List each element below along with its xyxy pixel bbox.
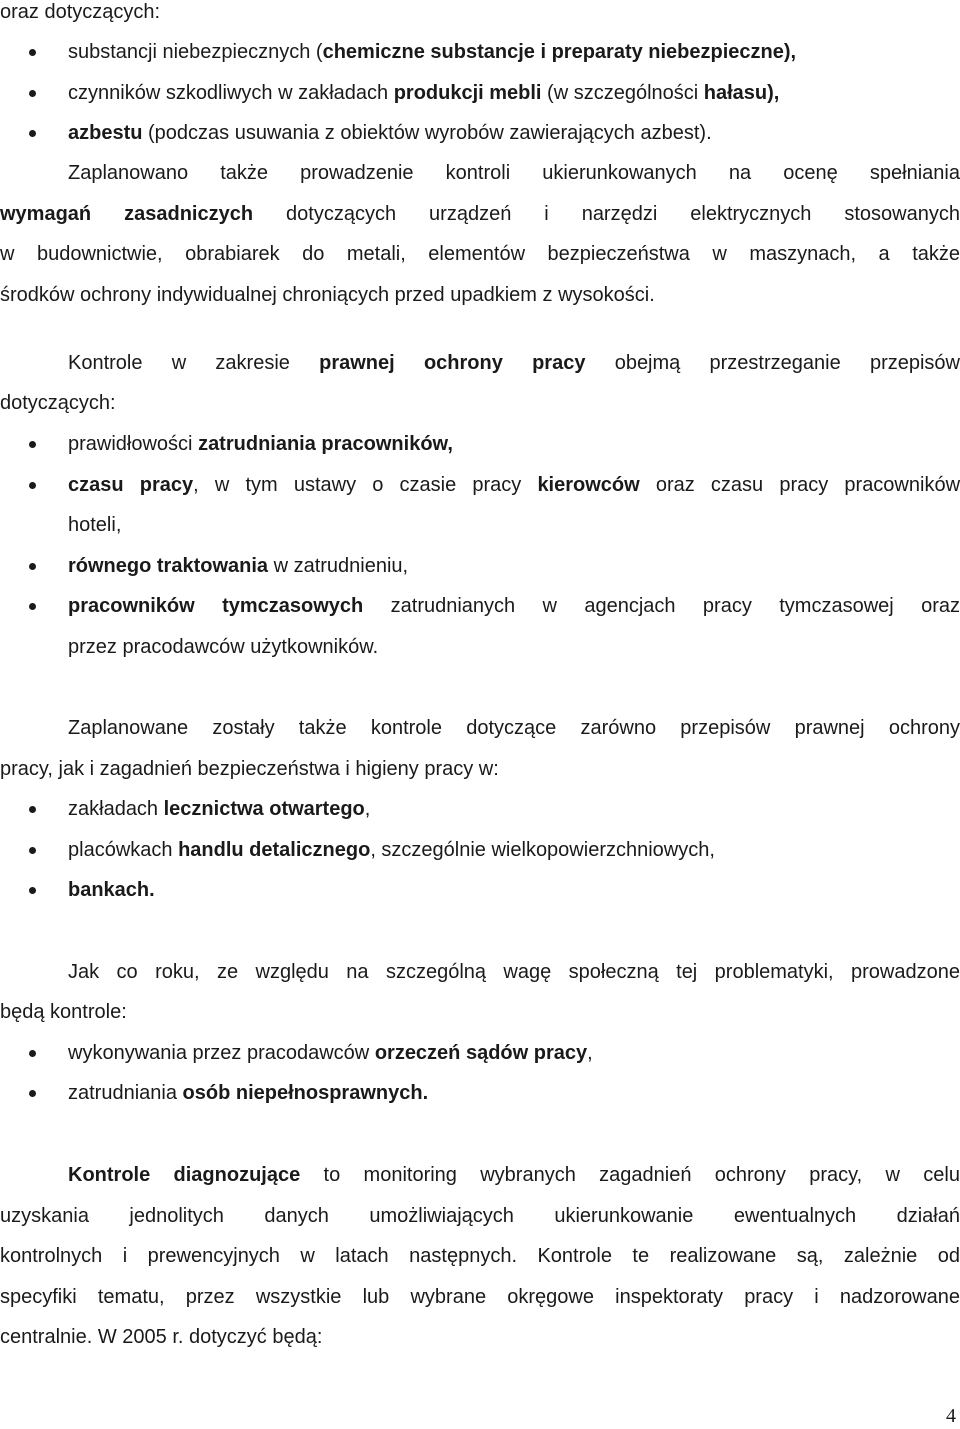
list-item-text (68, 789, 960, 829)
text-run: uzyskania jednolitych danych umożliwiających ukierunkowanie ewentualnych działań (0, 1205, 960, 1227)
list-item-text (68, 830, 960, 870)
text-run: specyfiki tematu, przez wszystkie lub wybrane okręgowe inspektoraty pracy i nadzorowane (0, 1286, 960, 1308)
paragraph-line (0, 1317, 960, 1357)
list-item (0, 546, 960, 586)
bullet-icon (29, 603, 36, 610)
text-run: prawidłowości (68, 433, 199, 455)
bold-text-run: orzeczeń sądów pracy (374, 1042, 588, 1064)
list-item (0, 1073, 960, 1113)
text-run: zatrudniania (68, 1082, 183, 1104)
paragraph-line (0, 1196, 960, 1236)
list-item (0, 32, 960, 72)
paragraph-line (0, 749, 960, 789)
bold-text-run: azbestu (68, 122, 143, 144)
text-run: dotyczących: (0, 392, 116, 414)
text-run: zatrudnianych w agencjach pracy tymczasowej oraz (363, 595, 960, 617)
text-run: hoteli, (68, 514, 122, 536)
text-run: środków ochrony indywidualnej chroniących przed upadkiem z wysokości. (0, 284, 655, 306)
text-run: zakładach (68, 798, 164, 820)
bullet-icon (29, 887, 36, 894)
bullet-icon (29, 90, 36, 97)
text-run: dotyczących urządzeń i narzędzi elektrycznych stosowanych (253, 203, 960, 225)
bold-text-run: kierowców (537, 474, 640, 496)
text-run: substancji niebezpiecznych ( (68, 41, 323, 63)
bullet-icon (29, 847, 36, 854)
bold-text-run: prawnej ochrony pracy (319, 352, 586, 374)
bullet-icon (29, 482, 36, 489)
bullet-icon (29, 1090, 36, 1097)
list-item (0, 73, 960, 113)
text-run: kontrolnych i prewencyjnych w latach następnych. Kontrole te realizowane są, zależnie od (0, 1245, 960, 1267)
paragraph-line (0, 992, 960, 1032)
list-item-text (68, 424, 960, 464)
paragraph-line (0, 1236, 960, 1276)
list-item-text (68, 73, 960, 113)
text-run: w zatrudnieniu, (268, 555, 409, 577)
paragraph-line (68, 1155, 960, 1195)
text-run: , szczególnie wielkopowierzchniowych, (370, 839, 715, 861)
paragraph-line (68, 952, 960, 992)
intro-line: oraz dotyczących: (0, 1, 161, 23)
bold-text-run: handlu detalicznego (178, 839, 371, 861)
bold-text-run: równego traktowania (68, 555, 269, 577)
list-item-text (68, 113, 960, 153)
list-item-text (68, 1033, 960, 1073)
list-item-text (68, 870, 960, 910)
bold-text-run: Kontrole diagnozujące (68, 1164, 301, 1186)
text-run: (w szczególności (541, 82, 704, 104)
text-run: będą kontrole: (0, 1001, 127, 1023)
text-run: , (587, 1042, 593, 1064)
paragraph-line (0, 275, 960, 315)
list-item-text (68, 32, 960, 72)
bold-text-run: produkcji mebli (393, 82, 542, 104)
text-run: , w tym ustawy o czasie pracy (193, 474, 538, 496)
text-run: Jak co roku, ze względu na szczególną wagę społeczną tej problematyki, prowadzone (68, 961, 960, 983)
bold-text-run: osób niepełnosprawnych. (182, 1082, 429, 1104)
text-run: Kontrole w zakresie (68, 352, 320, 374)
bold-text-run: bankach. (68, 879, 155, 901)
bold-text-run: czasu pracy (68, 474, 194, 496)
bullet-icon (29, 441, 36, 448)
text-run: czynników szkodliwych w zakładach (68, 82, 394, 104)
text-run: , (364, 798, 371, 820)
list-item (0, 465, 960, 505)
list-item-text (68, 1073, 960, 1113)
text-run: wykonywania przez pracodawców (68, 1042, 375, 1064)
bold-text-run: pracowników tymczasowych (68, 595, 364, 617)
bullet-icon (29, 49, 36, 56)
bold-text-run: hałasu), (703, 82, 780, 104)
text-run: pracy, jak i zagadnień bezpieczeństwa i higieny pracy w: (0, 758, 499, 780)
list-item-text (68, 586, 960, 626)
list-item (0, 830, 960, 870)
text-run: Zaplanowano także prowadzenie kontroli ukierunkowanych na ocenę spełniania (68, 162, 960, 184)
list-item-continuation (68, 627, 960, 667)
paragraph-line (0, 234, 960, 274)
text-run: placówkach (68, 839, 179, 861)
paragraph-line (68, 153, 960, 193)
paragraph-line (68, 708, 960, 748)
list-item-text (68, 465, 960, 505)
text-run: w budownictwie, obrabiarek do metali, elementów bezpieczeństwa w maszynach, a także (0, 243, 960, 265)
text-run: oraz czasu pracy pracowników (639, 474, 960, 496)
list-item (0, 870, 960, 910)
paragraph-line (0, 1277, 960, 1317)
bold-text-run: zatrudniania pracowników, (198, 433, 453, 455)
bullet-icon (29, 806, 36, 813)
list-item-text (68, 546, 960, 586)
page-number: 4 (946, 1405, 956, 1427)
list-item (0, 586, 960, 626)
list-item (0, 789, 960, 829)
paragraph-line (68, 343, 960, 383)
text-run: (podczas usuwania z obiektów wyrobów zawierających azbest). (142, 122, 712, 144)
bullet-icon (29, 130, 36, 137)
text-run: przez pracodawców użytkowników. (68, 636, 379, 658)
bold-text-run: wymagań zasadniczych (0, 203, 254, 225)
bold-text-run: chemiczne substancje i preparaty niebezpieczne), (322, 41, 797, 63)
text-run: to monitoring wybranych zagadnień ochrony pracy, w celu (300, 1164, 960, 1186)
list-item-continuation (68, 505, 960, 545)
bullet-icon (29, 1050, 36, 1057)
bullet-icon (29, 563, 36, 570)
paragraph-line (0, 383, 960, 423)
list-item (0, 1033, 960, 1073)
text-run: centralnie. W 2005 r. dotyczyć będą: (0, 1326, 323, 1348)
list-item (0, 113, 960, 153)
paragraph-line (0, 194, 960, 234)
text-run: obejmą przestrzeganie przepisów (585, 352, 960, 374)
bold-text-run: lecznictwa otwartego (163, 798, 365, 820)
text-run: Zaplanowane zostały także kontrole dotyczące zarówno przepisów prawnej ochrony (68, 717, 960, 739)
list-item (0, 424, 960, 464)
